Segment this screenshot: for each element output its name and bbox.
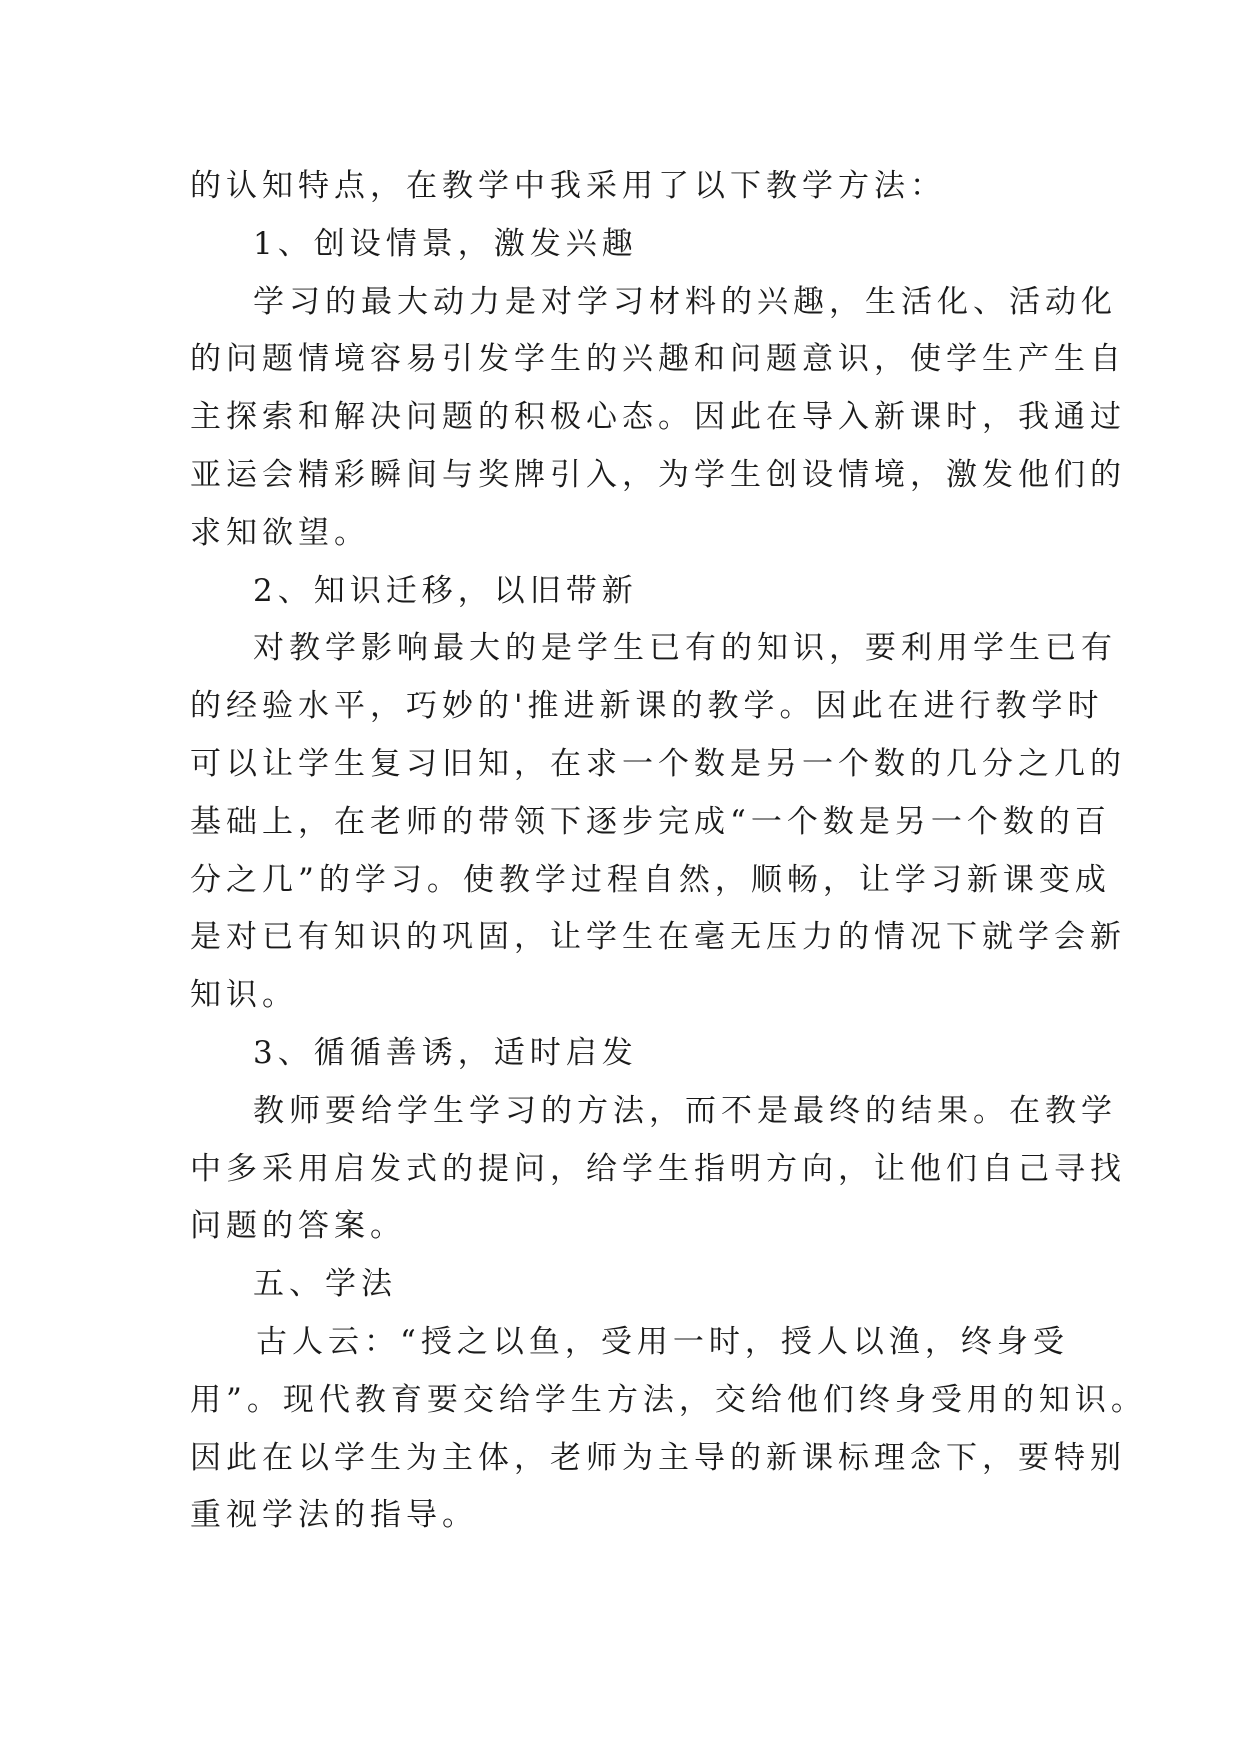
- text-line: 基础上，在老师的带领下逐步完成“一个数是另一个数的百: [190, 803, 1111, 840]
- text-line: 知识。: [190, 977, 298, 1014]
- text-line: 重视学法的指导。: [190, 1497, 478, 1534]
- text-line: 主探索和解决问题的积极心态。因此在导入新课时，我通过: [190, 399, 1126, 436]
- text-line: 的经验水平，巧妙的'推进新课的教学。因此在进行教学时: [190, 688, 1104, 725]
- paragraph-first-line: 教师要给学生学习的方法，而不是最终的结果。在教学: [253, 1092, 1117, 1129]
- paragraph-first-line: 古人云：“授之以鱼，受用一时，授人以渔，终身受: [256, 1323, 1069, 1360]
- text-line: 因此在以学生为主体，老师为主导的新课标理念下，要特别: [190, 1439, 1126, 1476]
- paragraph-first-line: 对教学影响最大的是学生已有的知识，要利用学生已有: [253, 630, 1117, 667]
- section-heading: 五、学法: [253, 1266, 397, 1303]
- text-line: 中多采用启发式的提问，给学生指明方向，让他们自己寻找: [190, 1150, 1126, 1187]
- text-line: 求知欲望。: [190, 514, 370, 551]
- section-heading: 1、创设情景，激发兴趣: [253, 225, 638, 262]
- document-body: [190, 158, 1147, 1545]
- section-heading: 3、循循善诱，适时启发: [253, 1034, 638, 1071]
- section-heading: 2、知识迁移，以旧带新: [253, 572, 638, 609]
- text-line: 亚运会精彩瞬间与奖牌引入，为学生创设情境，激发他们的: [190, 456, 1126, 493]
- text-line: 可以让学生复习旧知，在求一个数是另一个数的几分之几的: [190, 745, 1126, 782]
- text-line: 的问题情境容易引发学生的兴趣和问题意识，使学生产生自: [190, 341, 1126, 378]
- text-line: 的认知特点，在教学中我采用了以下教学方法：: [190, 168, 946, 204]
- text-line: 是对已有知识的巩固，让学生在毫无压力的情况下就学会新: [190, 919, 1126, 956]
- text-line: 分之几”的学习。使教学过程自然，顺畅，让学习新课变成: [190, 861, 1111, 898]
- paragraph-first-line: 学习的最大动力是对学习材料的兴趣，生活化、活动化: [253, 283, 1117, 320]
- text-line: 问题的答案。: [190, 1208, 406, 1245]
- text-line: 用”。现代教育要交给学生方法，交给他们终身受用的知识。: [190, 1381, 1147, 1418]
